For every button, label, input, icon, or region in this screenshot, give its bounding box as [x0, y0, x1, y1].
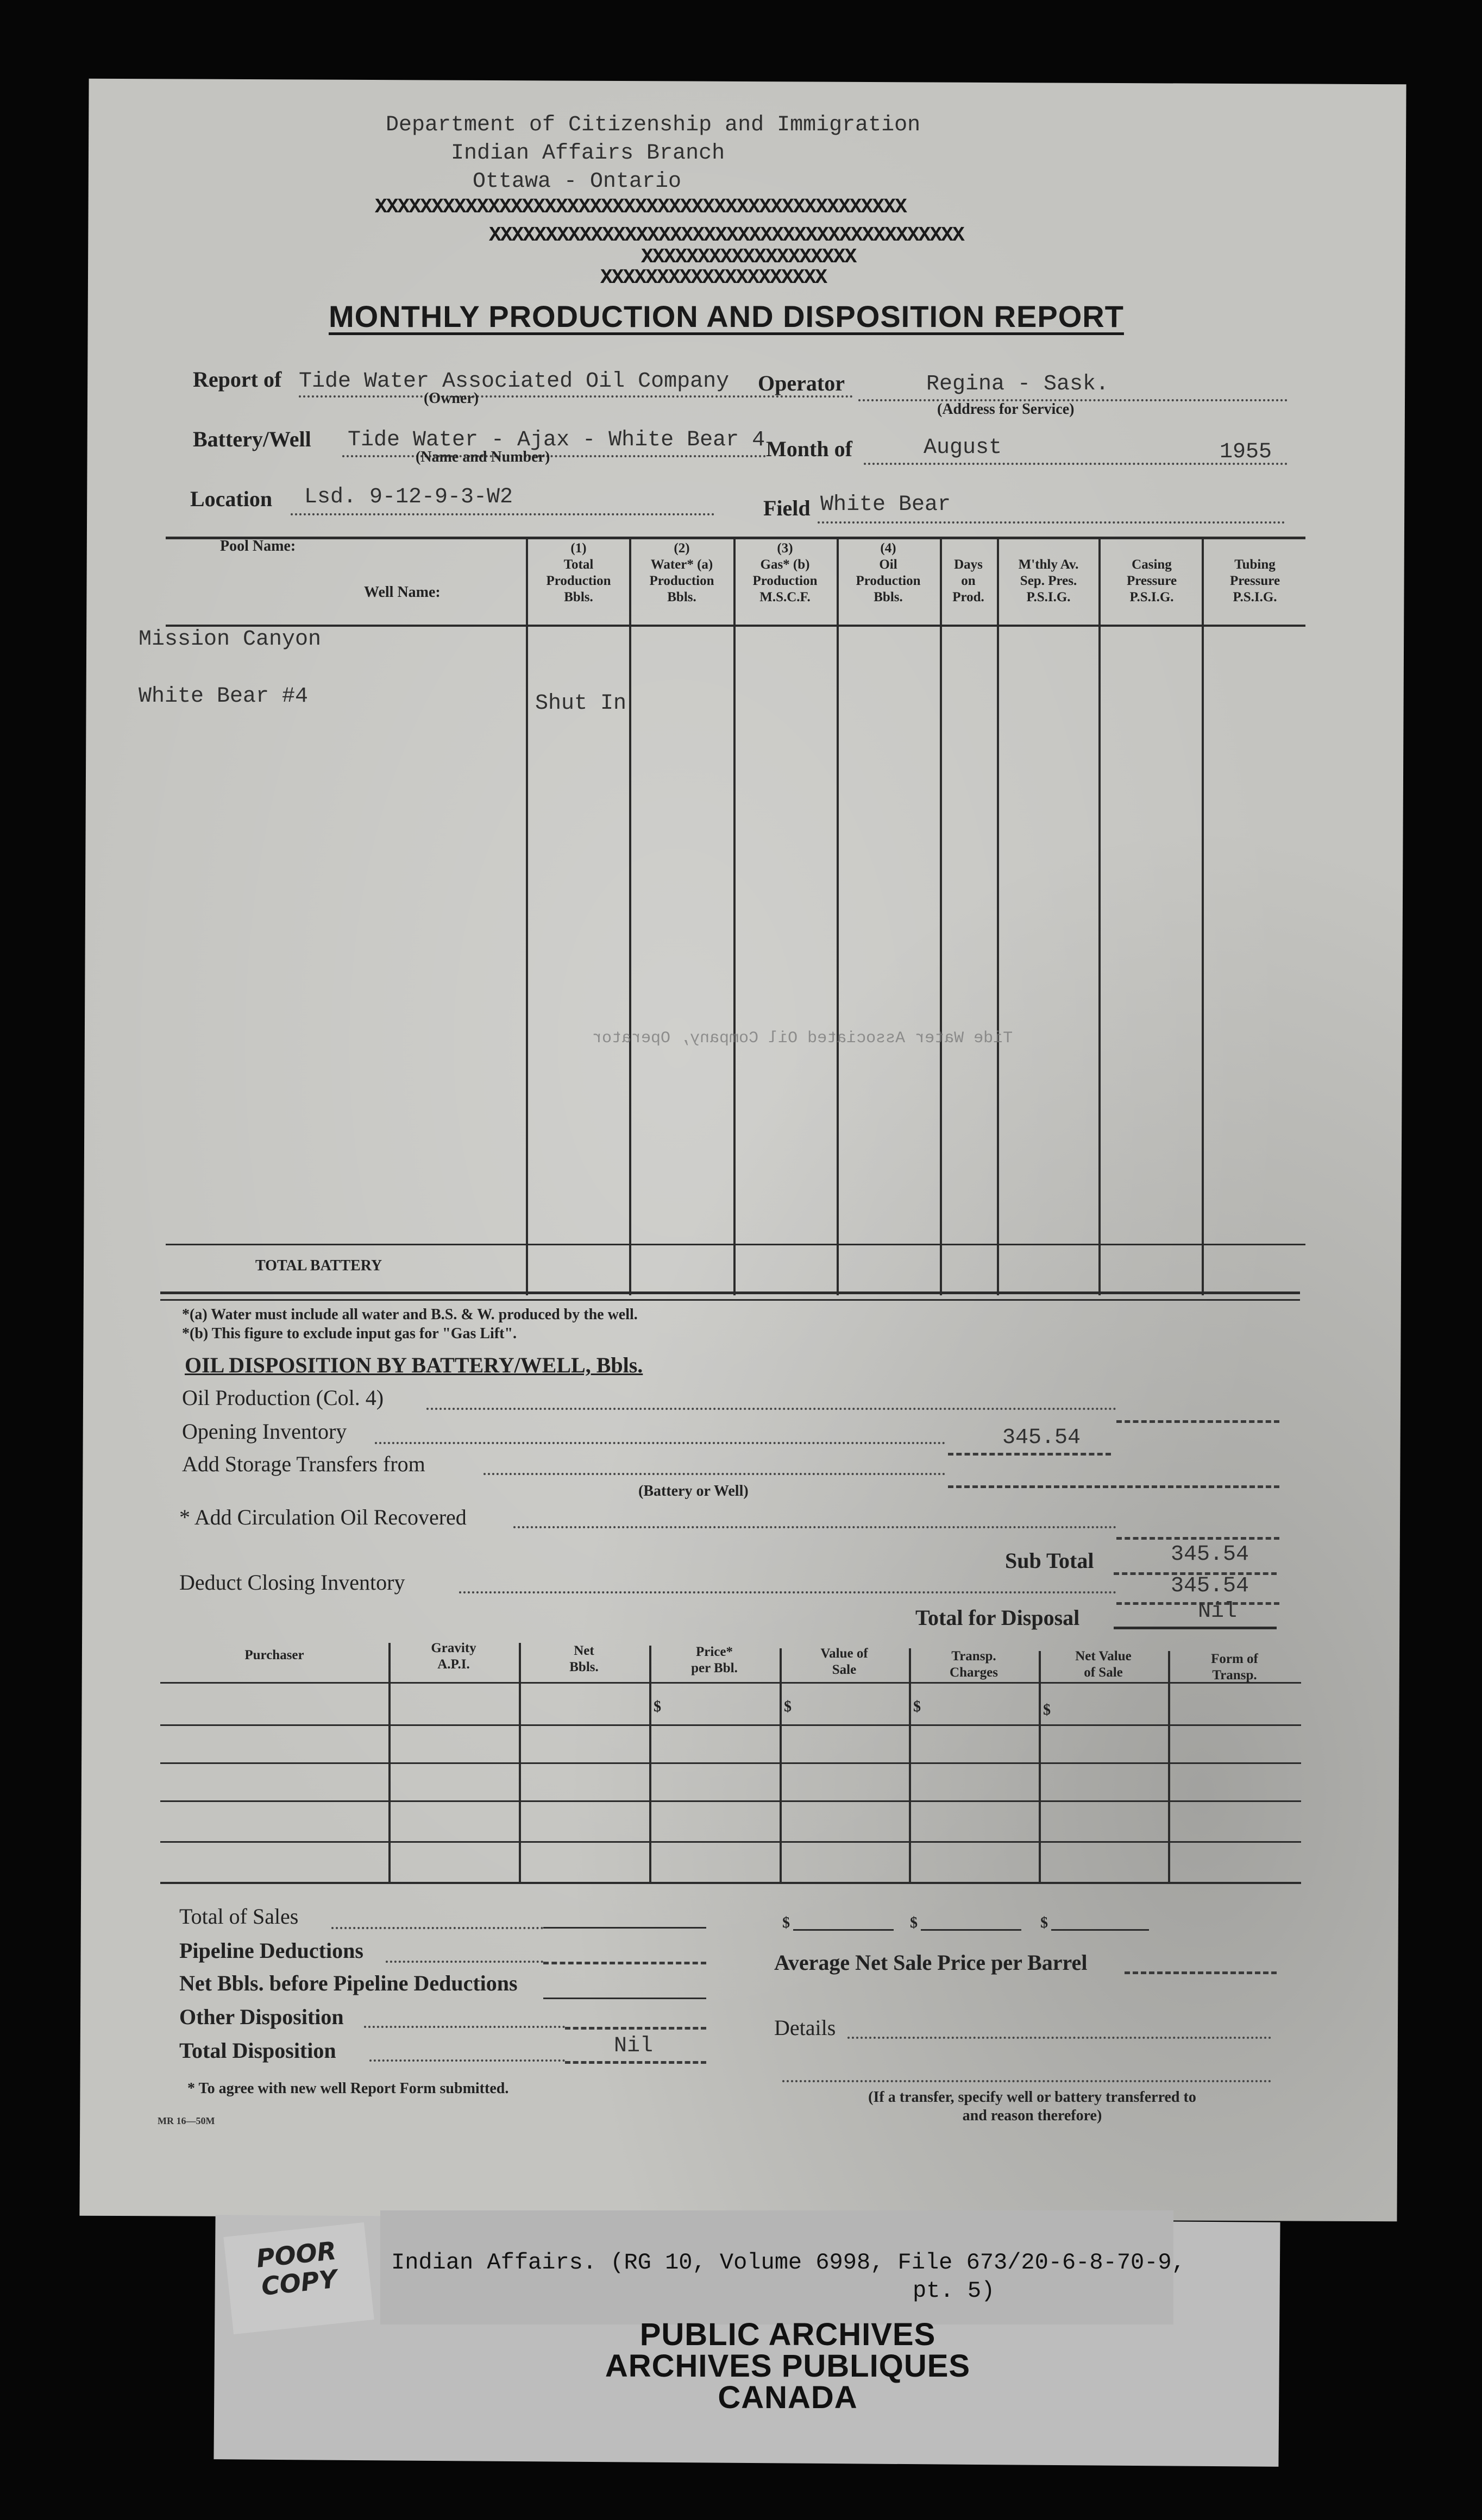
col-days-on-prod: Days on Prod. — [952, 557, 984, 604]
sales-row-rule-3 — [160, 1800, 1301, 1802]
sales-total-line-1 — [793, 1929, 894, 1931]
sales-row-rule-2 — [160, 1762, 1301, 1764]
oil-production-dots — [426, 1408, 1116, 1410]
total-disposition-dots — [369, 2059, 565, 2062]
closing-inventory-value: 345.54 — [1171, 1574, 1249, 1598]
col-divider-2 — [733, 538, 736, 1295]
details-dots-1 — [847, 2037, 1271, 2039]
net-bbls-label: Net Bbls. before Pipeline Deductions — [179, 1971, 518, 1995]
net-value-dollar-sign: $ — [1043, 1702, 1051, 1718]
total-production-value: Shut In — [535, 691, 627, 716]
opening-inventory-blank — [948, 1453, 1111, 1456]
report-of-label: Report of — [193, 367, 282, 392]
location-label: Location — [190, 487, 273, 511]
sales-col-divider-2 — [519, 1643, 521, 1883]
sales-col-gravity: Gravity A.P.I. — [431, 1641, 476, 1672]
total-disposition-label: Total Disposition — [179, 2038, 336, 2063]
other-disposition-label: Other Disposition — [179, 2005, 344, 2029]
sales-total-line-3 — [1051, 1929, 1149, 1931]
opening-inventory-dots — [375, 1442, 945, 1444]
month-label: Month of — [766, 437, 852, 461]
col-oil-production: (4) Oil Production Bbls. — [856, 541, 921, 604]
owner-value: Tide Water Associated Oil Company — [299, 369, 730, 394]
col-divider-0 — [526, 538, 528, 1295]
pool-name-value: Mission Canyon — [139, 627, 322, 652]
sales-total-dollar-2: $ — [910, 1914, 918, 1931]
col-divider-5 — [997, 538, 999, 1295]
col-divider-3 — [837, 538, 839, 1295]
col-water-production: (2) Water* (a) Production Bbls. — [649, 541, 714, 604]
col-divider-7 — [1202, 538, 1204, 1295]
location-value: Lsd. 9-12-9-3-W2 — [304, 485, 513, 509]
col-tubing-pressure: Tubing Pressure P.S.I.G. — [1229, 557, 1280, 604]
total-disposition-value: Nil — [614, 2034, 654, 2058]
total-disposal-underline — [1114, 1627, 1277, 1629]
sales-col-form-transp: Form of Transp. — [1211, 1652, 1258, 1683]
oil-production-blank — [1116, 1420, 1279, 1423]
total-of-sales-line — [543, 1927, 706, 1929]
sales-col-purchaser: Purchaser — [244, 1648, 304, 1662]
battery-label: Battery/Well — [193, 427, 311, 451]
department-line: Department of Citizenship and Immigration — [386, 113, 921, 137]
total-of-sales-dots — [331, 1927, 543, 1929]
sales-row-rule-4 — [160, 1841, 1301, 1843]
charges-dollar-sign: $ — [913, 1698, 921, 1715]
closing-inventory-label: Deduct Closing Inventory — [179, 1570, 405, 1595]
sales-col-transp-charges: Transp. Charges — [950, 1649, 998, 1680]
sales-col-net-bbls: Net Bbls. — [569, 1643, 599, 1674]
table-header-rule — [166, 625, 1305, 627]
details-label: Details — [774, 2015, 836, 2040]
col-gas-production: (3) Gas* (b) Production M.S.C.F. — [752, 541, 818, 604]
avg-price-blank — [1125, 1971, 1277, 1974]
battery-value: Tide Water - Ajax - White Bear 4 — [348, 428, 765, 452]
sales-table — [160, 1637, 1301, 1893]
strikeout-line-2: XXXXXXXXXXXXXXXXXXXXXXXXXXXXXXXXXXXXXXXXXX — [489, 224, 964, 247]
transfer-note: (If a transfer, specify well or battery transferred to and reason therefore) — [868, 2089, 1196, 2124]
operator-label: Operator — [758, 371, 845, 395]
total-of-sales-label: Total of Sales — [179, 1904, 299, 1929]
agree-note: * To agree with new well Report Form submitted. — [187, 2080, 509, 2097]
address-caption: (Address for Service) — [937, 401, 1075, 418]
table-top-rule — [166, 537, 1305, 539]
location-dots — [291, 513, 714, 515]
sales-col-price: Price* per Bbl. — [691, 1645, 738, 1675]
field-value: White Bear — [820, 493, 951, 517]
letterhead — [326, 111, 1032, 196]
pipeline-deductions-blank — [543, 1962, 706, 1964]
col-divider-4 — [940, 538, 942, 1295]
poor-copy-note: POOR COPY — [223, 2222, 374, 2334]
total-battery-label: TOTAL BATTERY — [255, 1257, 382, 1274]
total-disposal-label: Total for Disposal — [915, 1605, 1080, 1630]
well-name-value: White Bear #4 — [139, 684, 309, 709]
pipeline-deductions-label: Pipeline Deductions — [179, 1938, 363, 1963]
storage-transfers-dots — [483, 1473, 945, 1475]
sales-col-divider-6 — [1039, 1651, 1041, 1883]
col-divider-6 — [1098, 538, 1101, 1295]
report-title: MONTHLY PRODUCTION AND DISPOSITION REPORT — [329, 299, 1124, 333]
sales-col-divider-5 — [909, 1648, 911, 1883]
pipeline-deductions-dots — [386, 1961, 543, 1963]
footnote-gas: *(b) This figure to exclude input gas for "Gas Lift". — [182, 1325, 517, 1342]
other-disposition-blank — [565, 2027, 706, 2030]
circulation-oil-dots — [513, 1526, 1116, 1528]
total-disposal-value: Nil — [1198, 1599, 1238, 1624]
storage-transfers-label: Add Storage Transfers from — [182, 1452, 425, 1476]
opening-inventory-value: 345.54 — [1002, 1426, 1081, 1450]
opening-inventory-label: Opening Inventory — [182, 1419, 347, 1444]
battery-or-well-caption: (Battery or Well) — [638, 1483, 749, 1500]
field-dots — [818, 521, 1285, 524]
footnote-water: *(a) Water must include all water and B.S. & W. produced by the well. — [182, 1306, 638, 1323]
form-code: MR 16—50M — [158, 2115, 215, 2126]
city-line: Ottawa - Ontario — [473, 169, 682, 194]
other-disposition-dots — [364, 2026, 565, 2028]
disposition-heading: OIL DISPOSITION BY BATTERY/WELL, Bbls. — [185, 1353, 643, 1377]
archive-citation: Indian Affairs. (RG 10, Volume 6998, File 673/20-6-8-70-9, pt. 5) — [391, 2250, 1185, 2304]
total-battery-top-rule — [166, 1244, 1305, 1245]
sales-header-rule — [160, 1682, 1301, 1684]
col-sep-pressure: M'thly Av. Sep. Pres. P.S.I.G. — [1018, 557, 1079, 604]
avg-price-label: Average Net Sale Price per Barrel — [774, 1950, 1088, 1975]
total-disposition-blank — [565, 2061, 706, 2064]
circulation-oil-label: * Add Circulation Oil Recovered — [179, 1505, 467, 1529]
bleed-through-text: Tide Water Associated Oil Company, Operator — [592, 1029, 1013, 1048]
pool-name-label: Pool Name: — [220, 538, 296, 555]
circulation-oil-blank — [1116, 1537, 1279, 1540]
sales-bottom-rule — [160, 1882, 1301, 1884]
column-headers — [527, 540, 1304, 616]
col-casing-pressure: Casing Pressure P.S.I.G. — [1126, 557, 1177, 604]
sub-total-label: Sub Total — [1005, 1548, 1094, 1573]
owner-caption: (Owner) — [424, 390, 479, 407]
sales-col-divider-4 — [780, 1648, 782, 1883]
branch-line: Indian Affairs Branch — [451, 141, 725, 166]
strikeout-line-1: XXXXXXXXXXXXXXXXXXXXXXXXXXXXXXXXXXXXXXXXXXXXXXX — [375, 196, 906, 219]
well-name-label: Well Name: — [364, 584, 441, 601]
strikeout-line-3: XXXXXXXXXXXXXXXXXXX — [641, 245, 856, 269]
field-label: Field — [763, 496, 811, 520]
value-dollar-sign: $ — [784, 1698, 792, 1715]
sales-total-dollar-3: $ — [1040, 1914, 1048, 1931]
storage-transfers-blank — [948, 1485, 1279, 1488]
closing-inventory-dots — [459, 1591, 1116, 1593]
public-archives-stamp: PUBLIC ARCHIVES ARCHIVES PUBLIQUES CANADA — [605, 2317, 971, 2415]
sales-col-divider-3 — [649, 1646, 651, 1883]
col-total-production: (1) Total Production Bbls. — [546, 541, 611, 604]
sales-col-divider-7 — [1168, 1651, 1170, 1883]
battery-caption: (Name and Number) — [416, 449, 550, 465]
net-bbls-line — [543, 1998, 706, 1999]
details-dots-2 — [782, 2080, 1271, 2082]
sales-row-rule-1 — [160, 1724, 1301, 1726]
col-divider-1 — [629, 538, 631, 1295]
sub-total-value: 345.54 — [1171, 1542, 1249, 1567]
sales-total-line-2 — [921, 1929, 1021, 1931]
strikeout-line-4: XXXXXXXXXXXXXXXXXXXX — [600, 266, 827, 289]
price-dollar-sign: $ — [654, 1698, 661, 1715]
table-bottom-rule — [160, 1292, 1300, 1294]
table-bottom-rule-2 — [160, 1299, 1300, 1301]
month-value: August — [924, 436, 1002, 460]
sales-total-dollar-1: $ — [782, 1914, 790, 1931]
year-value: 1955 — [1220, 440, 1272, 464]
oil-production-label: Oil Production (Col. 4) — [182, 1385, 384, 1410]
address-value: Regina - Sask. — [926, 372, 1109, 396]
sales-col-net-value: Net Value of Sale — [1075, 1649, 1132, 1680]
sales-col-value: Value of Sale — [820, 1646, 868, 1677]
sales-col-divider-1 — [388, 1643, 391, 1883]
battery-dots — [342, 455, 766, 457]
